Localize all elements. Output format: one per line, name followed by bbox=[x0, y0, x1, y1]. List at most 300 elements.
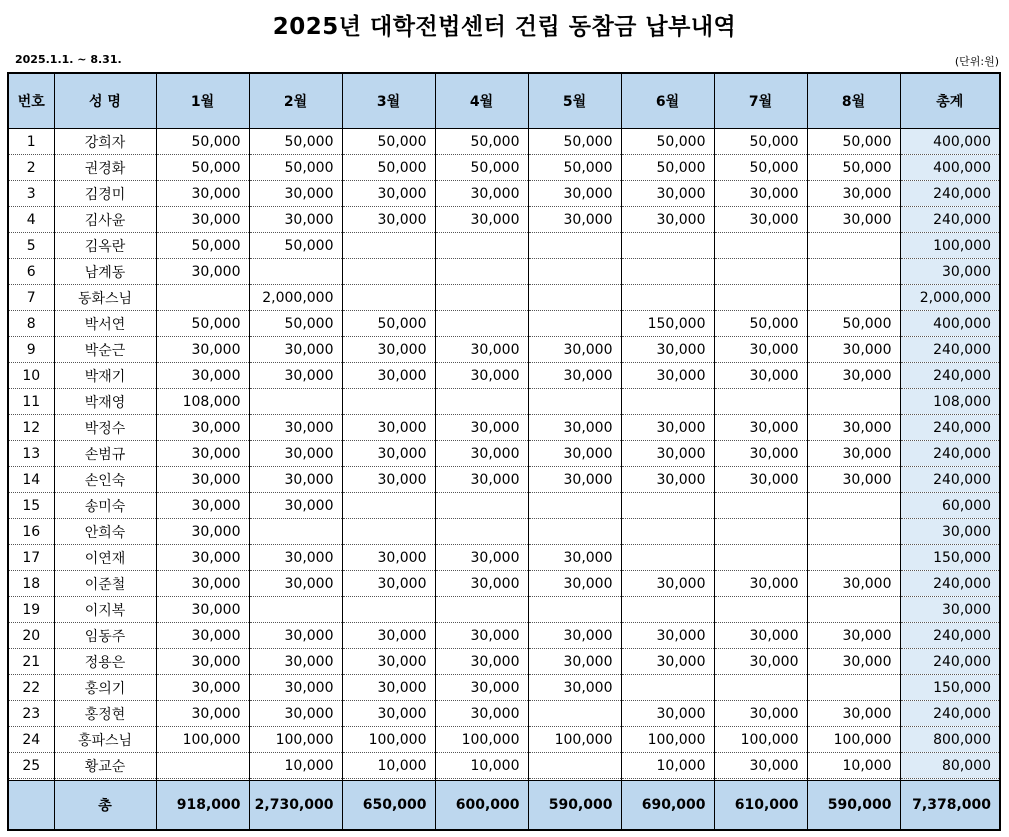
amount-cell: 30,000 bbox=[342, 181, 435, 207]
amount-cell: 30,000 bbox=[621, 337, 714, 363]
table-row bbox=[8, 207, 1000, 233]
amount-cell: 30,000 bbox=[342, 363, 435, 389]
amount-cell: 30,000 bbox=[621, 207, 714, 233]
amount-cell: 30,000 bbox=[342, 571, 435, 597]
amount-cell: 50,000 bbox=[435, 129, 528, 155]
amount-cell bbox=[528, 285, 621, 311]
row-number: 21 bbox=[8, 649, 54, 675]
name-cell: 정용은 bbox=[54, 649, 156, 675]
total-cell: 240,000 bbox=[900, 337, 1000, 363]
amount-cell bbox=[621, 545, 714, 571]
name-cell: 손범규 bbox=[54, 441, 156, 467]
amount-cell: 30,000 bbox=[807, 467, 900, 493]
amount-cell bbox=[621, 519, 714, 545]
row-number: 22 bbox=[8, 675, 54, 701]
amount-cell bbox=[528, 519, 621, 545]
amount-cell bbox=[807, 389, 900, 415]
column-header: 8월 bbox=[807, 73, 900, 129]
table-row bbox=[8, 493, 1000, 519]
amount-cell: 30,000 bbox=[156, 493, 249, 519]
amount-cell: 30,000 bbox=[528, 337, 621, 363]
amount-cell: 30,000 bbox=[249, 181, 342, 207]
amount-cell: 30,000 bbox=[156, 519, 249, 545]
amount-cell: 30,000 bbox=[714, 207, 807, 233]
amount-cell bbox=[435, 285, 528, 311]
sum-cell: 610,000 bbox=[714, 781, 807, 831]
amount-cell: 30,000 bbox=[249, 545, 342, 571]
amount-cell: 50,000 bbox=[342, 311, 435, 337]
amount-cell: 30,000 bbox=[249, 415, 342, 441]
amount-cell: 30,000 bbox=[249, 701, 342, 727]
sum-cell: 600,000 bbox=[435, 781, 528, 831]
amount-cell: 30,000 bbox=[807, 701, 900, 727]
total-cell: 240,000 bbox=[900, 415, 1000, 441]
total-cell: 80,000 bbox=[900, 753, 1000, 779]
amount-cell bbox=[621, 233, 714, 259]
amount-cell: 50,000 bbox=[156, 129, 249, 155]
amount-cell: 30,000 bbox=[249, 623, 342, 649]
total-cell: 240,000 bbox=[900, 701, 1000, 727]
amount-cell: 30,000 bbox=[342, 545, 435, 571]
amount-cell: 30,000 bbox=[435, 675, 528, 701]
name-cell: 황교순 bbox=[54, 753, 156, 779]
amount-cell: 30,000 bbox=[342, 207, 435, 233]
column-header: 2월 bbox=[249, 73, 342, 129]
amount-cell: 50,000 bbox=[156, 155, 249, 181]
table-row bbox=[8, 753, 1000, 779]
amount-cell bbox=[342, 233, 435, 259]
amount-cell bbox=[528, 311, 621, 337]
row-number: 8 bbox=[8, 311, 54, 337]
amount-cell: 100,000 bbox=[435, 727, 528, 753]
amount-cell bbox=[435, 493, 528, 519]
table-row bbox=[8, 259, 1000, 285]
total-cell: 30,000 bbox=[900, 597, 1000, 623]
amount-cell: 30,000 bbox=[435, 207, 528, 233]
total-cell: 240,000 bbox=[900, 571, 1000, 597]
row-number: 25 bbox=[8, 753, 54, 779]
amount-cell bbox=[435, 597, 528, 623]
total-cell: 240,000 bbox=[900, 467, 1000, 493]
amount-cell: 30,000 bbox=[807, 441, 900, 467]
total-cell: 240,000 bbox=[900, 363, 1000, 389]
name-cell: 홍의기 bbox=[54, 675, 156, 701]
amount-cell: 30,000 bbox=[342, 623, 435, 649]
amount-cell: 10,000 bbox=[435, 753, 528, 779]
amount-cell: 10,000 bbox=[342, 753, 435, 779]
amount-cell: 30,000 bbox=[714, 623, 807, 649]
table-row bbox=[8, 129, 1000, 155]
column-header: 7월 bbox=[714, 73, 807, 129]
header-row bbox=[8, 73, 1000, 129]
amount-cell: 30,000 bbox=[156, 467, 249, 493]
donation-table bbox=[7, 72, 1001, 831]
amount-cell bbox=[156, 753, 249, 779]
amount-cell: 30,000 bbox=[621, 467, 714, 493]
amount-cell bbox=[621, 493, 714, 519]
table-row bbox=[8, 675, 1000, 701]
amount-cell bbox=[621, 597, 714, 623]
amount-cell: 50,000 bbox=[621, 129, 714, 155]
name-cell: 박순근 bbox=[54, 337, 156, 363]
row-number: 24 bbox=[8, 727, 54, 753]
amount-cell bbox=[528, 597, 621, 623]
amount-cell: 50,000 bbox=[807, 311, 900, 337]
amount-cell: 30,000 bbox=[249, 363, 342, 389]
row-number: 17 bbox=[8, 545, 54, 571]
name-cell: 동화스님 bbox=[54, 285, 156, 311]
amount-cell: 30,000 bbox=[435, 649, 528, 675]
total-cell: 30,000 bbox=[900, 259, 1000, 285]
name-cell: 박정수 bbox=[54, 415, 156, 441]
amount-cell: 30,000 bbox=[807, 207, 900, 233]
amount-cell bbox=[807, 597, 900, 623]
name-cell: 이준철 bbox=[54, 571, 156, 597]
amount-cell bbox=[435, 233, 528, 259]
row-number: 11 bbox=[8, 389, 54, 415]
amount-cell bbox=[435, 259, 528, 285]
amount-cell bbox=[807, 675, 900, 701]
sum-cell bbox=[8, 781, 54, 831]
amount-cell: 50,000 bbox=[156, 311, 249, 337]
amount-cell bbox=[156, 285, 249, 311]
amount-cell: 30,000 bbox=[435, 363, 528, 389]
sum-cell: 650,000 bbox=[342, 781, 435, 831]
period-label: 2025.1.1. ~ 8.31. bbox=[15, 53, 122, 66]
amount-cell: 30,000 bbox=[528, 571, 621, 597]
amount-cell: 30,000 bbox=[156, 623, 249, 649]
amount-cell bbox=[807, 259, 900, 285]
amount-cell: 30,000 bbox=[714, 571, 807, 597]
unit-label: (단위:원) bbox=[954, 55, 999, 68]
amount-cell: 30,000 bbox=[435, 441, 528, 467]
amount-cell: 30,000 bbox=[156, 259, 249, 285]
amount-cell: 30,000 bbox=[621, 623, 714, 649]
name-cell: 홍정현 bbox=[54, 701, 156, 727]
table-row bbox=[8, 181, 1000, 207]
amount-cell: 50,000 bbox=[249, 155, 342, 181]
row-number: 23 bbox=[8, 701, 54, 727]
amount-cell bbox=[528, 753, 621, 779]
amount-cell: 50,000 bbox=[807, 155, 900, 181]
amount-cell: 100,000 bbox=[249, 727, 342, 753]
amount-cell: 30,000 bbox=[528, 623, 621, 649]
amount-cell: 30,000 bbox=[249, 675, 342, 701]
name-cell: 손인숙 bbox=[54, 467, 156, 493]
row-number: 1 bbox=[8, 129, 54, 155]
amount-cell: 30,000 bbox=[342, 649, 435, 675]
amount-cell: 10,000 bbox=[249, 753, 342, 779]
column-header: 3월 bbox=[342, 73, 435, 129]
table-row bbox=[8, 233, 1000, 259]
column-header: 성 명 bbox=[54, 73, 156, 129]
total-cell: 400,000 bbox=[900, 311, 1000, 337]
amount-cell: 30,000 bbox=[249, 493, 342, 519]
amount-cell: 30,000 bbox=[528, 467, 621, 493]
amount-cell: 30,000 bbox=[156, 701, 249, 727]
amount-cell: 50,000 bbox=[249, 129, 342, 155]
row-number: 6 bbox=[8, 259, 54, 285]
page-title: 2025년 대학전법센터 건립 동참금 납부내역 bbox=[272, 14, 737, 40]
amount-cell bbox=[249, 597, 342, 623]
amount-cell: 150,000 bbox=[621, 311, 714, 337]
amount-cell: 30,000 bbox=[156, 181, 249, 207]
amount-cell: 30,000 bbox=[435, 701, 528, 727]
amount-cell: 30,000 bbox=[342, 337, 435, 363]
amount-cell bbox=[249, 519, 342, 545]
amount-cell: 50,000 bbox=[249, 311, 342, 337]
amount-cell: 50,000 bbox=[714, 311, 807, 337]
amount-cell: 30,000 bbox=[156, 649, 249, 675]
amount-cell bbox=[342, 493, 435, 519]
table-row bbox=[8, 467, 1000, 493]
total-cell: 30,000 bbox=[900, 519, 1000, 545]
amount-cell: 30,000 bbox=[807, 363, 900, 389]
name-cell: 김옥란 bbox=[54, 233, 156, 259]
table-row bbox=[8, 519, 1000, 545]
name-cell: 이지복 bbox=[54, 597, 156, 623]
amount-cell: 30,000 bbox=[249, 467, 342, 493]
row-number: 15 bbox=[8, 493, 54, 519]
amount-cell bbox=[714, 597, 807, 623]
amount-cell bbox=[714, 675, 807, 701]
amount-cell: 108,000 bbox=[156, 389, 249, 415]
amount-cell bbox=[621, 259, 714, 285]
row-number: 7 bbox=[8, 285, 54, 311]
table-row bbox=[8, 701, 1000, 727]
amount-cell: 30,000 bbox=[714, 415, 807, 441]
amount-cell: 30,000 bbox=[807, 571, 900, 597]
amount-cell: 30,000 bbox=[435, 337, 528, 363]
table-row bbox=[8, 285, 1000, 311]
row-number: 14 bbox=[8, 467, 54, 493]
sum-cell: 7,378,000 bbox=[900, 781, 1000, 831]
amount-cell bbox=[528, 493, 621, 519]
name-cell: 송미숙 bbox=[54, 493, 156, 519]
amount-cell: 30,000 bbox=[714, 649, 807, 675]
amount-cell bbox=[342, 519, 435, 545]
amount-cell bbox=[342, 597, 435, 623]
amount-cell: 30,000 bbox=[621, 571, 714, 597]
amount-cell: 30,000 bbox=[528, 207, 621, 233]
amount-cell: 50,000 bbox=[435, 155, 528, 181]
name-cell: 김사윤 bbox=[54, 207, 156, 233]
column-header: 총계 bbox=[900, 73, 1000, 129]
amount-cell bbox=[621, 285, 714, 311]
amount-cell: 100,000 bbox=[156, 727, 249, 753]
total-cell: 108,000 bbox=[900, 389, 1000, 415]
total-cell: 400,000 bbox=[900, 129, 1000, 155]
amount-cell: 30,000 bbox=[528, 415, 621, 441]
amount-cell bbox=[714, 545, 807, 571]
amount-cell: 30,000 bbox=[807, 623, 900, 649]
sum-cell: 918,000 bbox=[156, 781, 249, 831]
amount-cell: 50,000 bbox=[714, 155, 807, 181]
amount-cell: 2,000,000 bbox=[249, 285, 342, 311]
total-cell: 150,000 bbox=[900, 675, 1000, 701]
amount-cell: 30,000 bbox=[714, 337, 807, 363]
amount-cell: 30,000 bbox=[621, 701, 714, 727]
amount-cell: 30,000 bbox=[342, 701, 435, 727]
amount-cell: 30,000 bbox=[435, 181, 528, 207]
table-body bbox=[8, 129, 1000, 781]
table-row bbox=[8, 623, 1000, 649]
amount-cell: 30,000 bbox=[156, 571, 249, 597]
amount-cell bbox=[249, 259, 342, 285]
amount-cell bbox=[342, 259, 435, 285]
amount-cell: 30,000 bbox=[435, 623, 528, 649]
total-label: 총 bbox=[54, 781, 156, 831]
table-row bbox=[8, 571, 1000, 597]
amount-cell: 30,000 bbox=[156, 207, 249, 233]
amount-cell: 30,000 bbox=[528, 441, 621, 467]
amount-cell: 30,000 bbox=[528, 545, 621, 571]
row-number: 5 bbox=[8, 233, 54, 259]
row-number: 20 bbox=[8, 623, 54, 649]
amount-cell: 30,000 bbox=[156, 597, 249, 623]
amount-cell: 50,000 bbox=[342, 155, 435, 181]
amount-cell: 30,000 bbox=[156, 441, 249, 467]
name-cell: 임동주 bbox=[54, 623, 156, 649]
amount-cell: 50,000 bbox=[249, 233, 342, 259]
amount-cell: 30,000 bbox=[435, 415, 528, 441]
amount-cell bbox=[342, 285, 435, 311]
amount-cell: 100,000 bbox=[342, 727, 435, 753]
amount-cell: 30,000 bbox=[714, 467, 807, 493]
amount-cell: 30,000 bbox=[714, 753, 807, 779]
amount-cell: 30,000 bbox=[621, 415, 714, 441]
amount-cell bbox=[714, 389, 807, 415]
amount-cell bbox=[435, 311, 528, 337]
amount-cell bbox=[249, 389, 342, 415]
amount-cell: 30,000 bbox=[342, 675, 435, 701]
amount-cell: 30,000 bbox=[435, 571, 528, 597]
amount-cell: 50,000 bbox=[342, 129, 435, 155]
total-cell: 400,000 bbox=[900, 155, 1000, 181]
amount-cell: 30,000 bbox=[249, 571, 342, 597]
table-row bbox=[8, 441, 1000, 467]
amount-cell bbox=[435, 519, 528, 545]
total-cell: 240,000 bbox=[900, 649, 1000, 675]
total-cell: 240,000 bbox=[900, 207, 1000, 233]
amount-cell: 30,000 bbox=[249, 649, 342, 675]
total-row bbox=[8, 781, 1000, 831]
amount-cell bbox=[528, 389, 621, 415]
table-row bbox=[8, 155, 1000, 181]
name-cell: 남계동 bbox=[54, 259, 156, 285]
total-cell: 240,000 bbox=[900, 441, 1000, 467]
row-number: 2 bbox=[8, 155, 54, 181]
amount-cell: 30,000 bbox=[156, 363, 249, 389]
amount-cell: 30,000 bbox=[528, 181, 621, 207]
amount-cell: 10,000 bbox=[807, 753, 900, 779]
amount-cell: 100,000 bbox=[528, 727, 621, 753]
amount-cell: 100,000 bbox=[714, 727, 807, 753]
table-row bbox=[8, 337, 1000, 363]
amount-cell: 30,000 bbox=[156, 545, 249, 571]
amount-cell bbox=[528, 701, 621, 727]
amount-cell bbox=[807, 285, 900, 311]
total-cell: 150,000 bbox=[900, 545, 1000, 571]
column-header: 4월 bbox=[435, 73, 528, 129]
amount-cell: 30,000 bbox=[621, 181, 714, 207]
name-cell: 김경미 bbox=[54, 181, 156, 207]
row-number: 19 bbox=[8, 597, 54, 623]
amount-cell: 30,000 bbox=[156, 415, 249, 441]
amount-cell: 30,000 bbox=[342, 415, 435, 441]
column-header: 1월 bbox=[156, 73, 249, 129]
name-cell: 박재기 bbox=[54, 363, 156, 389]
table-row bbox=[8, 311, 1000, 337]
amount-cell: 100,000 bbox=[807, 727, 900, 753]
total-cell: 60,000 bbox=[900, 493, 1000, 519]
amount-cell: 30,000 bbox=[528, 649, 621, 675]
amount-cell: 30,000 bbox=[342, 441, 435, 467]
amount-cell: 30,000 bbox=[249, 207, 342, 233]
amount-cell: 30,000 bbox=[807, 181, 900, 207]
amount-cell: 50,000 bbox=[156, 233, 249, 259]
name-cell: 홍파스님 bbox=[54, 727, 156, 753]
amount-cell: 30,000 bbox=[342, 467, 435, 493]
amount-cell: 50,000 bbox=[528, 155, 621, 181]
sum-cell: 590,000 bbox=[807, 781, 900, 831]
amount-cell: 30,000 bbox=[807, 415, 900, 441]
row-number: 3 bbox=[8, 181, 54, 207]
name-cell: 권경화 bbox=[54, 155, 156, 181]
total-cell: 240,000 bbox=[900, 623, 1000, 649]
amount-cell bbox=[714, 519, 807, 545]
amount-cell bbox=[807, 519, 900, 545]
amount-cell bbox=[621, 675, 714, 701]
row-number: 13 bbox=[8, 441, 54, 467]
total-cell: 800,000 bbox=[900, 727, 1000, 753]
table-row bbox=[8, 727, 1000, 753]
name-cell: 이연재 bbox=[54, 545, 156, 571]
table-row bbox=[8, 545, 1000, 571]
amount-cell bbox=[435, 389, 528, 415]
amount-cell: 30,000 bbox=[249, 441, 342, 467]
amount-cell bbox=[528, 233, 621, 259]
name-cell: 안희숙 bbox=[54, 519, 156, 545]
column-header: 5월 bbox=[528, 73, 621, 129]
amount-cell bbox=[714, 233, 807, 259]
column-header: 6월 bbox=[621, 73, 714, 129]
amount-cell: 50,000 bbox=[528, 129, 621, 155]
amount-cell bbox=[342, 389, 435, 415]
table-row bbox=[8, 649, 1000, 675]
name-cell: 박재영 bbox=[54, 389, 156, 415]
amount-cell: 30,000 bbox=[156, 337, 249, 363]
sum-cell: 690,000 bbox=[621, 781, 714, 831]
amount-cell: 50,000 bbox=[621, 155, 714, 181]
amount-cell: 10,000 bbox=[621, 753, 714, 779]
amount-cell: 30,000 bbox=[528, 675, 621, 701]
table-row bbox=[8, 363, 1000, 389]
amount-cell: 30,000 bbox=[156, 675, 249, 701]
amount-cell: 30,000 bbox=[249, 337, 342, 363]
row-number: 4 bbox=[8, 207, 54, 233]
amount-cell: 30,000 bbox=[621, 441, 714, 467]
amount-cell: 30,000 bbox=[714, 181, 807, 207]
amount-cell: 30,000 bbox=[621, 363, 714, 389]
row-number: 9 bbox=[8, 337, 54, 363]
table-row bbox=[8, 389, 1000, 415]
amount-cell: 100,000 bbox=[621, 727, 714, 753]
total-cell: 240,000 bbox=[900, 181, 1000, 207]
amount-cell bbox=[807, 233, 900, 259]
amount-cell: 30,000 bbox=[714, 701, 807, 727]
amount-cell: 30,000 bbox=[621, 649, 714, 675]
